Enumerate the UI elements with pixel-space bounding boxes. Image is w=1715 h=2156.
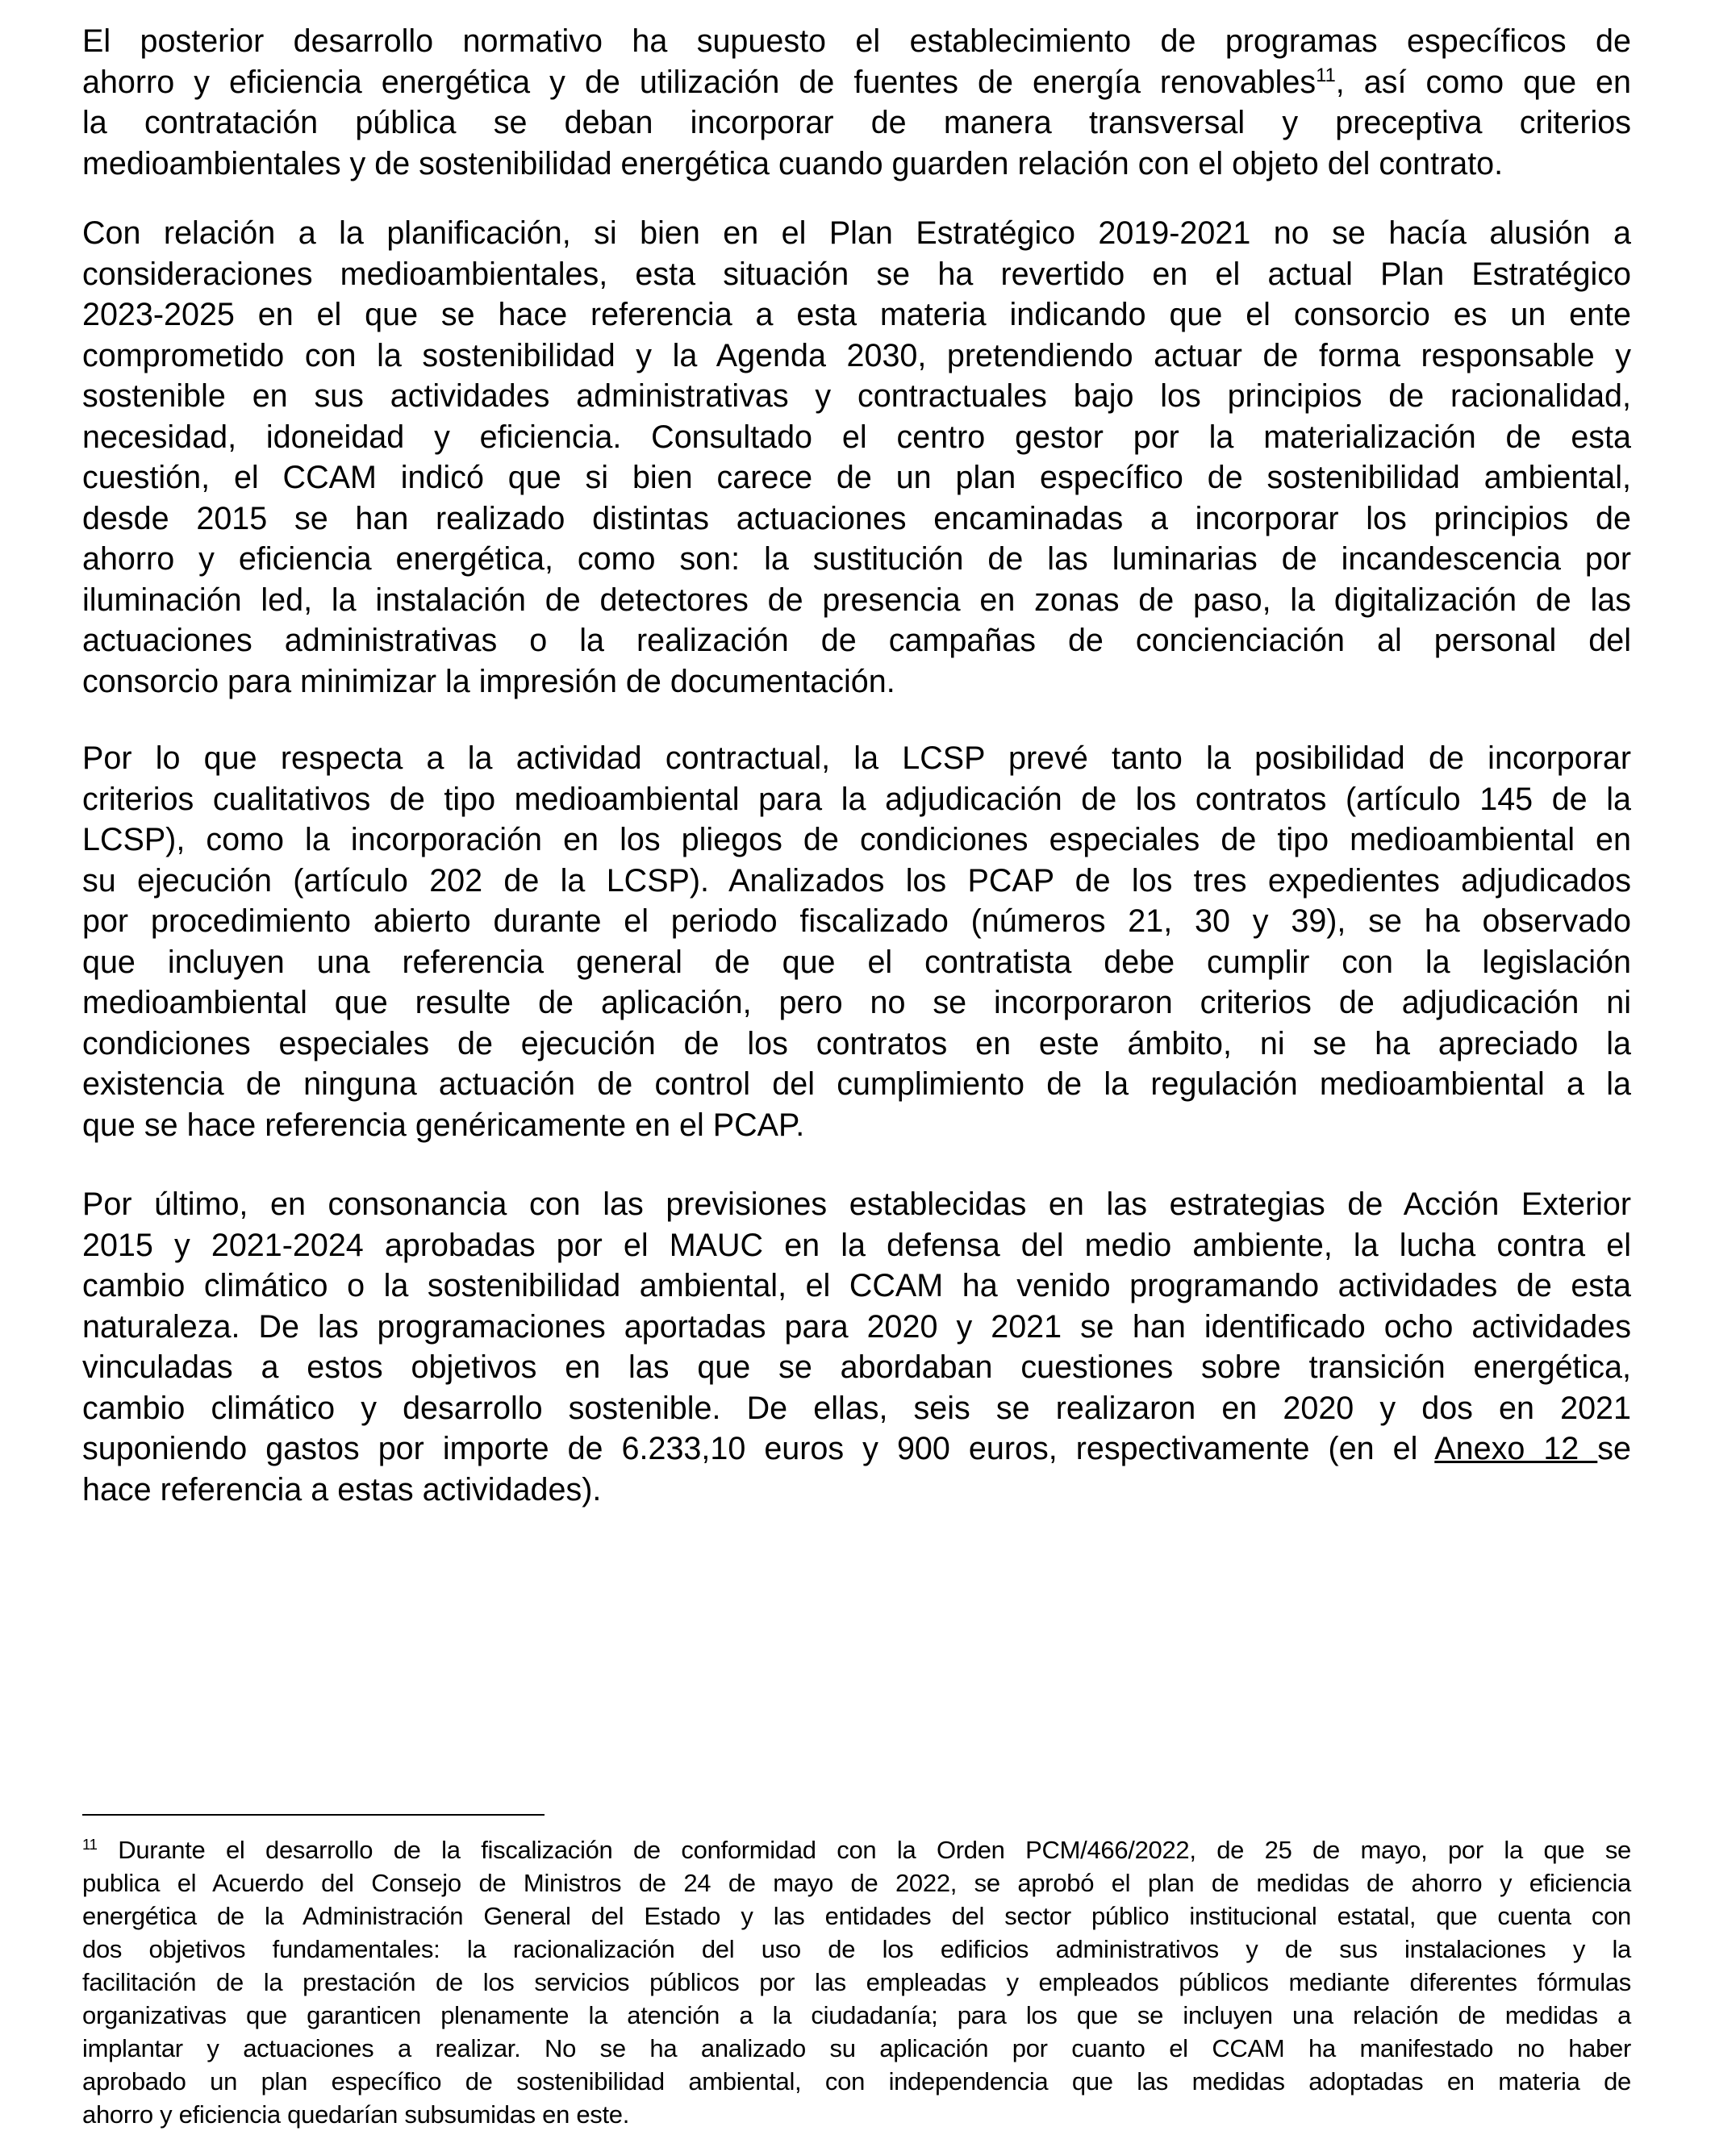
text-segment: ahorro y eficiencia energética y de utilización de fuentes de energía renovables xyxy=(82,64,1317,100)
text-line xyxy=(82,580,1631,621)
text-segment: implantar y actuaciones a realizar. No se ha analizado su aplicación por cuanto el CCAM ha manifestado no haber xyxy=(82,2034,1631,2062)
text-segment: la contratación pública se deban incorporar de manera transversal y preceptiva criterios xyxy=(82,105,1631,140)
text-segment: energética de la Administración General del Estado y las entidades del sector público institucional estatal, que cuenta con xyxy=(82,1902,1631,1930)
text-segment: necesidad, idoneidad y eficiencia. Consultado el centro gestor por la materialización de esta xyxy=(82,419,1631,455)
text-segment: cuestión, el CCAM indicó que si bien carece de un plan específico de sostenibilidad ambiental, xyxy=(82,460,1631,495)
text-line xyxy=(82,819,1631,861)
text-line xyxy=(82,620,1631,661)
text-line xyxy=(82,1388,1631,1429)
text-segment: por procedimiento abierto durante el periodo fiscalizado (números 21, 30 y 39), se ha observado xyxy=(82,903,1631,939)
text-line xyxy=(82,1064,1631,1105)
text-segment: aprobado un plan específico de sostenibilidad ambiental, con independencia que las medidas adoptadas en materia de xyxy=(82,2067,1631,2096)
text-line xyxy=(82,942,1631,983)
text-line xyxy=(82,213,1631,254)
text-segment: Con relación a la planificación, si bien en el Plan Estratégico 2019-2021 no se hacía alusión a xyxy=(82,215,1631,251)
annex-12-link[interactable]: Anexo 12 xyxy=(1434,1431,1598,1466)
text-segment: organizativas que garanticen plenamente la atención a la ciudadanía; para los que se incluyen una relación de medidas a xyxy=(82,2001,1631,2029)
text-line xyxy=(82,294,1631,336)
text-line xyxy=(82,1966,1631,1999)
text-segment: medioambiental que resulte de aplicación, pero no se incorporaron criterios de adjudicación ni xyxy=(82,985,1631,1020)
text-line xyxy=(82,1024,1631,1065)
text-line xyxy=(82,1347,1631,1388)
text-line xyxy=(82,861,1631,902)
footnote-reference: 11 xyxy=(82,1835,98,1853)
text-line xyxy=(82,901,1631,942)
text-line xyxy=(82,738,1631,779)
text-line xyxy=(82,1266,1631,1307)
text-line xyxy=(82,661,1631,703)
text-segment: Por lo que respecta a la actividad contractual, la LCSP prevé tanto la posibilidad de incorporar xyxy=(82,740,1631,776)
text-line xyxy=(82,376,1631,417)
text-segment: dos objetivos fundamentales: la racionalización del uso de los edificios administrativos y de sus instalaciones y la xyxy=(82,1935,1631,1963)
text-line xyxy=(82,417,1631,458)
text-line xyxy=(82,1105,1631,1146)
text-line xyxy=(82,1900,1631,1933)
text-line xyxy=(82,254,1631,295)
text-segment: consorcio para minimizar la impresión de documentación. xyxy=(82,663,895,699)
text-line xyxy=(82,1470,1631,1511)
paragraph-2 xyxy=(82,213,1631,702)
text-line xyxy=(82,144,1631,185)
text-segment: que incluyen una referencia general de que el contratista debe cumplir con la legislación xyxy=(82,944,1631,980)
text-line xyxy=(82,1428,1631,1470)
paragraph-3 xyxy=(82,738,1631,1145)
text-segment: ahorro y eficiencia quedarían subsumidas en este. xyxy=(82,2100,630,2129)
text-segment: El posterior desarrollo normativo ha supuesto el establecimiento de programas específicos de xyxy=(82,23,1631,59)
text-segment: condiciones especiales de ejecución de los contratos en este ámbito, ni se ha apreciado la xyxy=(82,1025,1631,1061)
text-segment: consideraciones medioambientales, esta situación se ha revertido en el actual Plan Estratégico xyxy=(82,256,1631,292)
text-segment: medioambientales y de sostenibilidad energética cuando guarden relación con el objeto del contrato. xyxy=(82,145,1504,181)
text-segment: naturaleza. De las programaciones aportadas para 2020 y 2021 se han identificado ocho actividades xyxy=(82,1308,1631,1345)
text-segment: publica el Acuerdo del Consejo de Ministros de 24 de mayo de 2022, se aprobó el plan de medidas de ahorro y eficiencia xyxy=(82,1869,1631,1897)
text-line xyxy=(82,1307,1631,1348)
text-segment: vinculadas a estos objetivos en las que se abordaban cuestiones sobre transición energética, xyxy=(82,1349,1631,1385)
footnote-11 xyxy=(82,1833,1631,2131)
text-line xyxy=(82,498,1631,540)
footnote-separator xyxy=(82,1814,545,1816)
text-segment: hace referencia a estas actividades). xyxy=(82,1471,602,1508)
text-segment: facilitación de la prestación de los servicios públicos por las empleadas y empleados públicos mediante diferentes fórmulas xyxy=(82,1968,1631,1996)
text-line xyxy=(82,457,1631,498)
text-line xyxy=(82,1833,1631,1866)
text-segment: Durante el desarrollo de la fiscalización de conformidad con la Orden PCM/466/2022, de 25 de mayo, por la que se xyxy=(97,1836,1631,1864)
text-segment: , así como que en xyxy=(1335,64,1631,100)
text-segment: ahorro y eficiencia energética, como son: la sustitución de las luminarias de incandescencia por xyxy=(82,541,1631,577)
text-line xyxy=(82,21,1631,62)
text-segment: comprometido con la sostenibilidad y la Agenda 2030, pretendiendo actuar de forma responsable y xyxy=(82,337,1631,373)
text-segment: su ejecución (artículo 202 de la LCSP). Analizados los PCAP de los tres expedientes adjudicados xyxy=(82,862,1631,899)
text-line xyxy=(82,102,1631,144)
text-line xyxy=(82,779,1631,820)
text-line xyxy=(82,2065,1631,2098)
text-segment: 2023-2025 en el que se hace referencia a esta materia indicando que el consorcio es un ente xyxy=(82,297,1631,332)
text-segment: cambio climático y desarrollo sostenible. De ellas, seis se realizaron en 2020 y dos en 2021 xyxy=(82,1390,1631,1426)
text-segment: existencia de ninguna actuación de control del cumplimiento de la regulación medioambiental a la xyxy=(82,1066,1631,1102)
text-segment: sostenible en sus actividades administrativas y contractuales bajo los principios de racionalidad, xyxy=(82,378,1631,414)
text-segment: se xyxy=(1597,1431,1632,1466)
text-line xyxy=(82,539,1631,580)
text-segment: desde 2015 se han realizado distintas actuaciones encaminadas a incorporar los principios de xyxy=(82,500,1631,536)
text-line xyxy=(82,982,1631,1024)
paragraph-4 xyxy=(82,1184,1631,1510)
text-line xyxy=(82,1866,1631,1900)
text-line xyxy=(82,1999,1631,2032)
text-segment: actuaciones administrativas o la realización de campañas de concienciación al personal del xyxy=(82,623,1631,658)
text-line xyxy=(82,1225,1631,1266)
text-line xyxy=(82,336,1631,377)
text-line xyxy=(82,62,1631,103)
text-line xyxy=(82,1184,1631,1225)
text-segment: que se hace referencia genéricamente en el PCAP. xyxy=(82,1107,805,1143)
text-segment: iluminación led, la instalación de detectores de presencia en zonas de paso, la digitalización de las xyxy=(82,582,1631,618)
text-line xyxy=(82,1933,1631,1966)
paragraph-1 xyxy=(82,21,1631,184)
text-segment: suponiendo gastos por importe de 6.233,10 euros y 900 euros, respectivamente (en el xyxy=(82,1431,1435,1466)
text-line xyxy=(82,2032,1631,2065)
text-line xyxy=(82,2098,1631,2131)
text-segment: cambio climático o la sostenibilidad ambiental, el CCAM ha venido programando actividades de esta xyxy=(82,1268,1631,1303)
text-segment: LCSP), como la incorporación en los pliegos de condiciones especiales de tipo medioambiental en xyxy=(82,822,1631,857)
footnote-reference: 11 xyxy=(1316,65,1336,86)
text-segment: criterios cualitativos de tipo medioambiental para la adjudicación de los contratos (artículo 145 de la xyxy=(82,781,1631,817)
text-segment: 2015 y 2021-2024 aprobadas por el MAUC en la defensa del medio ambiente, la lucha contra el xyxy=(82,1227,1631,1263)
text-segment: Por último, en consonancia con las previsiones establecidas en las estrategias de Acción Exterior xyxy=(82,1186,1631,1222)
